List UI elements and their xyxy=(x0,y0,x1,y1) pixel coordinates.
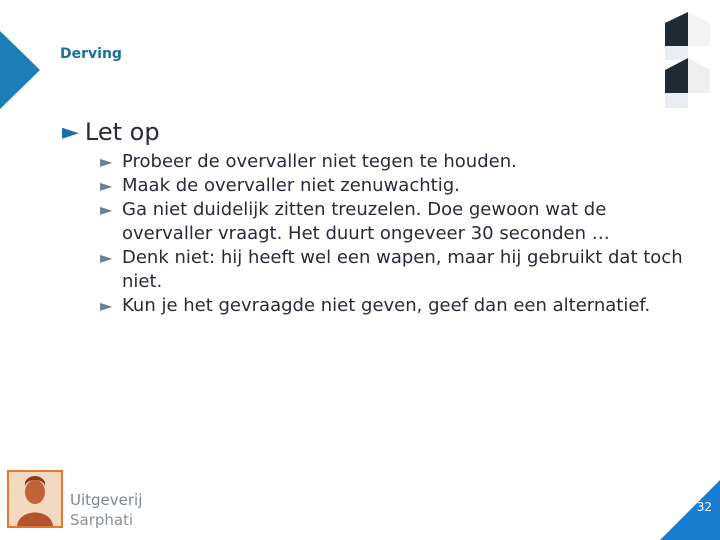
section-title: Derving xyxy=(60,46,122,62)
bullet-arrow-icon: ► xyxy=(100,248,113,267)
publisher-name xyxy=(70,490,142,530)
heading-text: Let op xyxy=(84,118,160,146)
publisher-line-1: Uitgeverij xyxy=(70,491,143,509)
bullet-arrow-icon: ► xyxy=(100,152,113,171)
bullet-arrow-icon: ► xyxy=(100,296,113,315)
list-item xyxy=(100,174,700,198)
slide-heading xyxy=(62,118,160,146)
list-item xyxy=(100,198,700,246)
publisher-line-2: Sarphati xyxy=(70,511,134,529)
bullet-text: Probeer de overvaller niet tegen te houden. xyxy=(122,151,517,172)
bullet-text: Maak de overvaller niet zenuwachtig. xyxy=(122,175,460,196)
corner-triangle-decoration xyxy=(0,31,40,109)
portrait-icon xyxy=(9,472,61,526)
page-number: 32 xyxy=(696,500,712,514)
geometric-decoration xyxy=(660,8,720,113)
bullet-arrow-icon: ► xyxy=(100,176,113,195)
publisher-logo-icon xyxy=(7,470,63,528)
list-item xyxy=(100,294,700,318)
list-item xyxy=(100,150,700,174)
list-item xyxy=(100,246,700,294)
bullet-text: Denk niet: hij heeft wel een wapen, maar hij gebruikt dat toch niet. xyxy=(122,247,683,292)
bullet-text: Ga niet duidelijk zitten treuzelen. Doe gewoon wat de overvaller vraagt. Het duurt ongeveer 30 seconden … xyxy=(122,199,610,244)
bullet-list xyxy=(100,150,700,318)
heading-arrow-icon: ► xyxy=(62,119,79,145)
bullet-text: Kun je het gevraagde niet geven, geef dan een alternatief. xyxy=(122,295,651,316)
bullet-arrow-icon: ► xyxy=(100,200,113,219)
